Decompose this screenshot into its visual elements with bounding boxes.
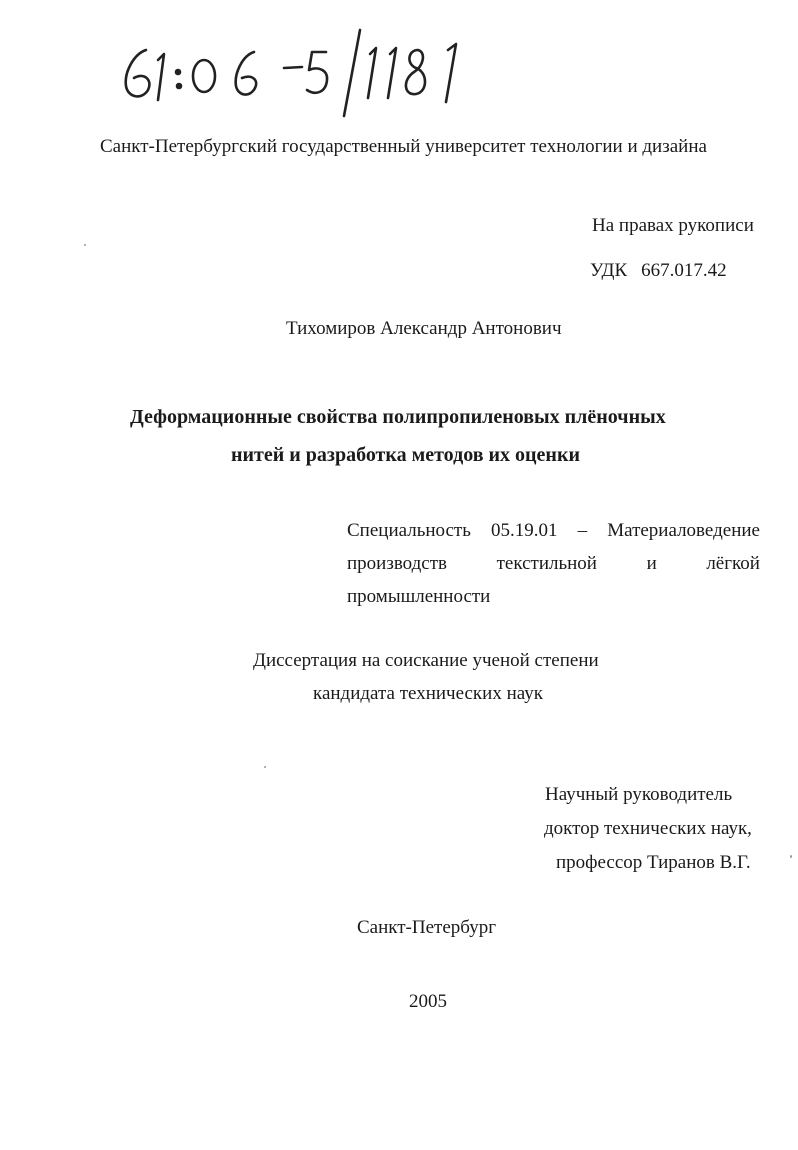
title-line-2: нитей и разработка методов их оценки — [231, 444, 580, 466]
dissertation-line-1: Диссертация на соискание ученой степени — [253, 650, 599, 671]
scan-speck — [84, 244, 86, 246]
scan-speck — [264, 766, 266, 768]
author-name: Тихомиров Александр Антонович — [286, 318, 562, 339]
city: Санкт-Петербург — [357, 917, 497, 938]
handwritten-archive-number — [112, 20, 492, 120]
specialty-word: и — [646, 553, 657, 574]
specialty-word: производств — [347, 553, 448, 574]
supervisor-line-3: профессор Тиранов В.Г. — [556, 852, 751, 873]
specialty-code: 05.19.01 — [491, 520, 558, 541]
specialty-row-3: промышленности — [347, 586, 491, 607]
year: 2005 — [409, 991, 447, 1012]
udk-classification — [590, 259, 727, 283]
university-name: Санкт-Петербургский государственный университет технологии и дизайна — [100, 136, 707, 157]
specialty-row-2 — [347, 547, 760, 580]
specialty-word: Материаловедение — [607, 520, 760, 541]
specialty-block — [347, 514, 760, 613]
udk-code: 667.017.42 — [641, 260, 727, 281]
specialty-row-1 — [347, 514, 760, 547]
specialty-label: Специальность — [347, 520, 471, 541]
udk-label: УДК — [590, 260, 628, 281]
supervisor-line-1: Научный руководитель — [545, 784, 733, 805]
specialty-dash: – — [577, 520, 588, 541]
supervisor-line-2: доктор технических наук, — [544, 818, 752, 839]
dissertation-line-2: кандидата технических наук — [313, 683, 543, 704]
rights-note: На правах рукописи — [592, 215, 754, 236]
specialty-word: лёгкой — [706, 553, 760, 574]
scan-speck — [790, 855, 792, 858]
specialty-word: текстильной — [496, 553, 597, 574]
title-line-1: Деформационные свойства полипропиленовых плёночных — [130, 406, 666, 428]
